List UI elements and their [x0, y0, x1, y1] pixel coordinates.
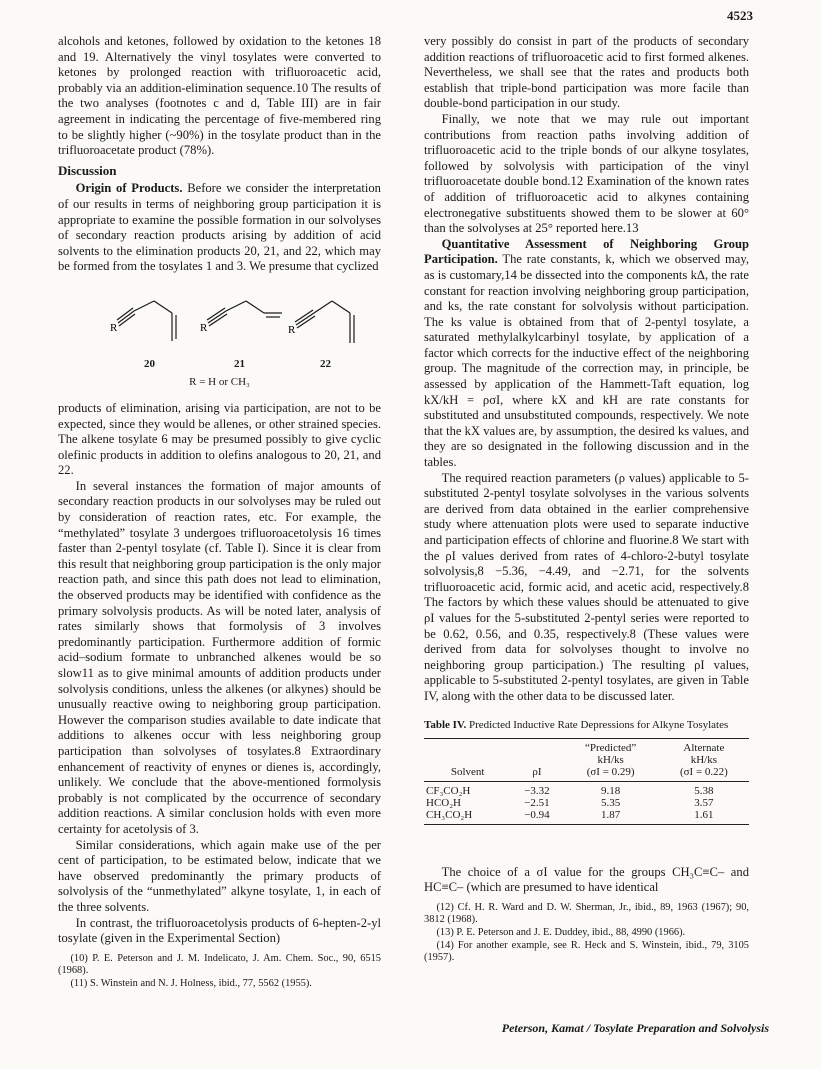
- figure-caption: R = H or CH₃: [189, 375, 250, 388]
- column-header: “Predicted”: [563, 738, 659, 754]
- footnote: (10) P. E. Peterson and J. M. Indelicato, J. Am. Chem. Soc., 90, 6515 (1968).: [58, 952, 381, 977]
- column-header-rho: ρI: [511, 766, 562, 782]
- paragraph: In several instances the formation of major amounts of secondary reaction products in our solvolyses may be ruled out by consideration of reaction rates, etc. For example, the “methylated” tosylate 3 undergoes trifluoroacetolysis 16 times faster than 2-pentyl tosylate (cf. Table I). Since it is clear from this result that neighboring group participation is the only major reaction path, and since this path does not lead to elimination, the observed products may be identified with confidence as the primary solvolysis products. As will be noted later, analysis of rates similarly shows that formolysis of 3 involves predominantly participation. Furthermore addition of formic acid–sodium formate to unbranched alkenes would be so slow11 as to give minimal amounts of addition products under solvolysis conditions, unless the alkenes (or alkynes) should be unusually reactive owing to neighboring group participation. However the comparison studies available to date indicate that additions to alkenes occur with less neighboring group participation than solvolyses of tosylates.8 Extraordinary enhancement of reactivity of enynes or dienes is, accordingly, unlikely. We conclude that the above-mentioned formolysis probably is not complicated by the occurrence of secondary addition reactions. A similar conclusion holds with even more certainty for acetolysis of 3.: [58, 478, 381, 836]
- paragraph: Finally, we note that we may rule out important contributions from reaction paths involving addition of trifluoroacetic acid to the triple bonds of our alkyne tosylates, followed by solvolysis with participation of the vinyl trifluoroacetate double bond.12 Examination of the known rates of addition of trifluoroacetic acid to alkynes containing electronegative substituents showed them to be slower at 60° than the solvolyses at 25° reported here.13: [424, 111, 749, 236]
- paragraph: alcohols and ketones, followed by oxidation to the ketones 18 and 19. Alternatively the vinyl tosylates were converted to ketones by prolonged reaction with trifluoroacetic acid, probably via an addition-elimination sequence.10 The results of the two analyses (footnotes c and d, Table III) are in fair agreement in indicating the percentage of five-membered ring to be slightly higher (~90%) in the tosylate product than in the trifluoroacetate product (78%).: [58, 34, 381, 158]
- r-label: R: [288, 323, 296, 336]
- footnotes: [424, 902, 749, 965]
- run-in-heading: Quantitative Assessment of Neighboring Group Participation.: [424, 236, 749, 267]
- paragraph: [424, 237, 749, 471]
- page-number: 4523: [727, 8, 753, 23]
- compound-label-22: 22: [320, 357, 331, 370]
- section-heading: Discussion: [58, 162, 117, 178]
- column-header: (σI = 0.29): [563, 766, 659, 782]
- right-column: [424, 34, 749, 965]
- structures-drawing: [58, 279, 381, 375]
- running-footer: Peterson, Kamat / Tosylate Preparation and Solvolysis: [501, 1021, 769, 1035]
- table-row: CH₃CO₂H −0.94 1.87 1.61: [424, 809, 749, 825]
- footnote: (12) Cf. H. R. Ward and D. W. Sherman, Jr., ibid., 89, 1963 (1967); 90, 3812 (1968).: [424, 901, 749, 926]
- table-caption: [424, 719, 749, 732]
- run-in-heading: Origin of Products.: [75, 181, 183, 196]
- paragraph-text: The rate constants, k, which we observed may, as is customary,14 be dissected into the components kΔ, the rate constant for reaction involving neighboring group participation, and ks, the rate constant for solvolysis without participation. The ks value is obtained from that of 2-pentyl tosylate, a saturated methylalkylcarbinyl tosylate, by application of a factor which corrects for the inductive effect of the neighboring group. The magnitude of the correction may, in principle, be assessed by application of the Hammett-Taft equation, log kX/kH = ρσI, where kX and kH are rate constants for substituted and unsubstituted compounds, respectively. We note that the kX values are, by assumption, the desired ks values, and they are so designated in the following discussion and in the tables.: [424, 252, 749, 470]
- paragraph-text: Before we consider the interpretation of our results in terms of neighboring group participation it is appropriate to examine the possible formation in our solvolyses of secondary reaction products arising by addition of acid solvents to the elimination products 20, 21, and 22, which may be formed from the tosylates 1 and 3. We presume that cyclized: [58, 181, 381, 274]
- data-table: [424, 738, 749, 825]
- left-column: [58, 34, 381, 990]
- compound-label-20: 20: [144, 357, 155, 370]
- paragraph: The required reaction parameters (ρ values) applicable to 5-substituted 2-pentyl tosylate solvolyses in the various solvents are derived from data obtained in the earlier comprehensive study where attenuation plots were used to separate inductive and participation effects of chlorine and fluorine.8 We start with the ρI values derived from rates of 4-chloro-2-butyl tosylate solvolysis,8 −5.36, −4.49, and −2.71, for the solvents trifluoroacetic acid, formic acid, and acetic acid, respectively.8 The factors by which these values should be attenuated to give ρI values for the 5-substituted 2-pentyl series were reported to be 0.62, 0.56, and 0.35, respectively.8 (These values were derived from data for solvolyses thought to involve no neighboring group participation.) The resulting ρI values, applicable to 5-substituted 2-pentyl tosylates, are given in Table IV, along with the other data to be discussed later.: [424, 470, 749, 703]
- footnote: (14) For another example, see R. Heck and S. Winstein, ibid., 79, 3105 (1957).: [424, 939, 749, 964]
- r-label: R: [200, 321, 208, 334]
- r-label: R: [110, 321, 118, 334]
- table-title: Predicted Inductive Rate Depressions for Alkyne Tosylates: [468, 718, 729, 731]
- paragraph: products of elimination, arising via participation, are not to be expected, since they would be allenes, or other strained species. The alkene tosylate 6 may be presumed possibly to give cyclic olefinic products in addition to olefins analogous to 20, 21, and 22.: [58, 400, 381, 478]
- column-header: kH/ks: [597, 753, 624, 766]
- paragraph: The choice of a σI value for the groups CH₃C≡C– and HC≡C– (which are presumed to have identical: [424, 864, 749, 895]
- column-header: kH/ks: [690, 753, 718, 766]
- column-header: (σI = 0.22): [659, 766, 749, 782]
- footnotes: [58, 953, 381, 991]
- table-row: CF₃CO₂H −3.32 9.18 5.38: [426, 784, 714, 797]
- column-header-solvent: Solvent: [424, 766, 511, 782]
- paragraph: very possibly do consist in part of the products of secondary addition reactions of trifluoroacetic acid to first formed alkenes. Nevertheless, we shall see that the rates and products both establish that triple-bond participation was more facile than double-bond participation in our study.: [424, 34, 749, 111]
- structure-figure: [58, 279, 381, 397]
- paragraph: In contrast, the trifluoroacetolysis products of 6-hepten-2-yl tosylate (given in the Experimental Section): [58, 915, 381, 946]
- column-header: Alternate: [659, 738, 749, 754]
- footnote: (13) P. E. Peterson and J. E. Duddey, ibid., 88, 4990 (1966).: [436, 926, 686, 938]
- compound-label-21: 21: [234, 357, 245, 370]
- table-row: HCO₂H −2.51 5.35 3.57: [426, 796, 714, 809]
- footnote: (11) S. Winstein and N. J. Holness, ibid., 77, 5562 (1955).: [70, 977, 312, 989]
- paragraph: Similar considerations, which again make use of the per cent of participation, to be estimated below, indicate that we have observed predominantly the primary products of solvolysis of the “unmethylated” alkyne tosylate, 1, in each of the three solvents.: [58, 837, 381, 914]
- paragraph: [58, 181, 381, 275]
- table-label: Table IV.: [424, 718, 467, 731]
